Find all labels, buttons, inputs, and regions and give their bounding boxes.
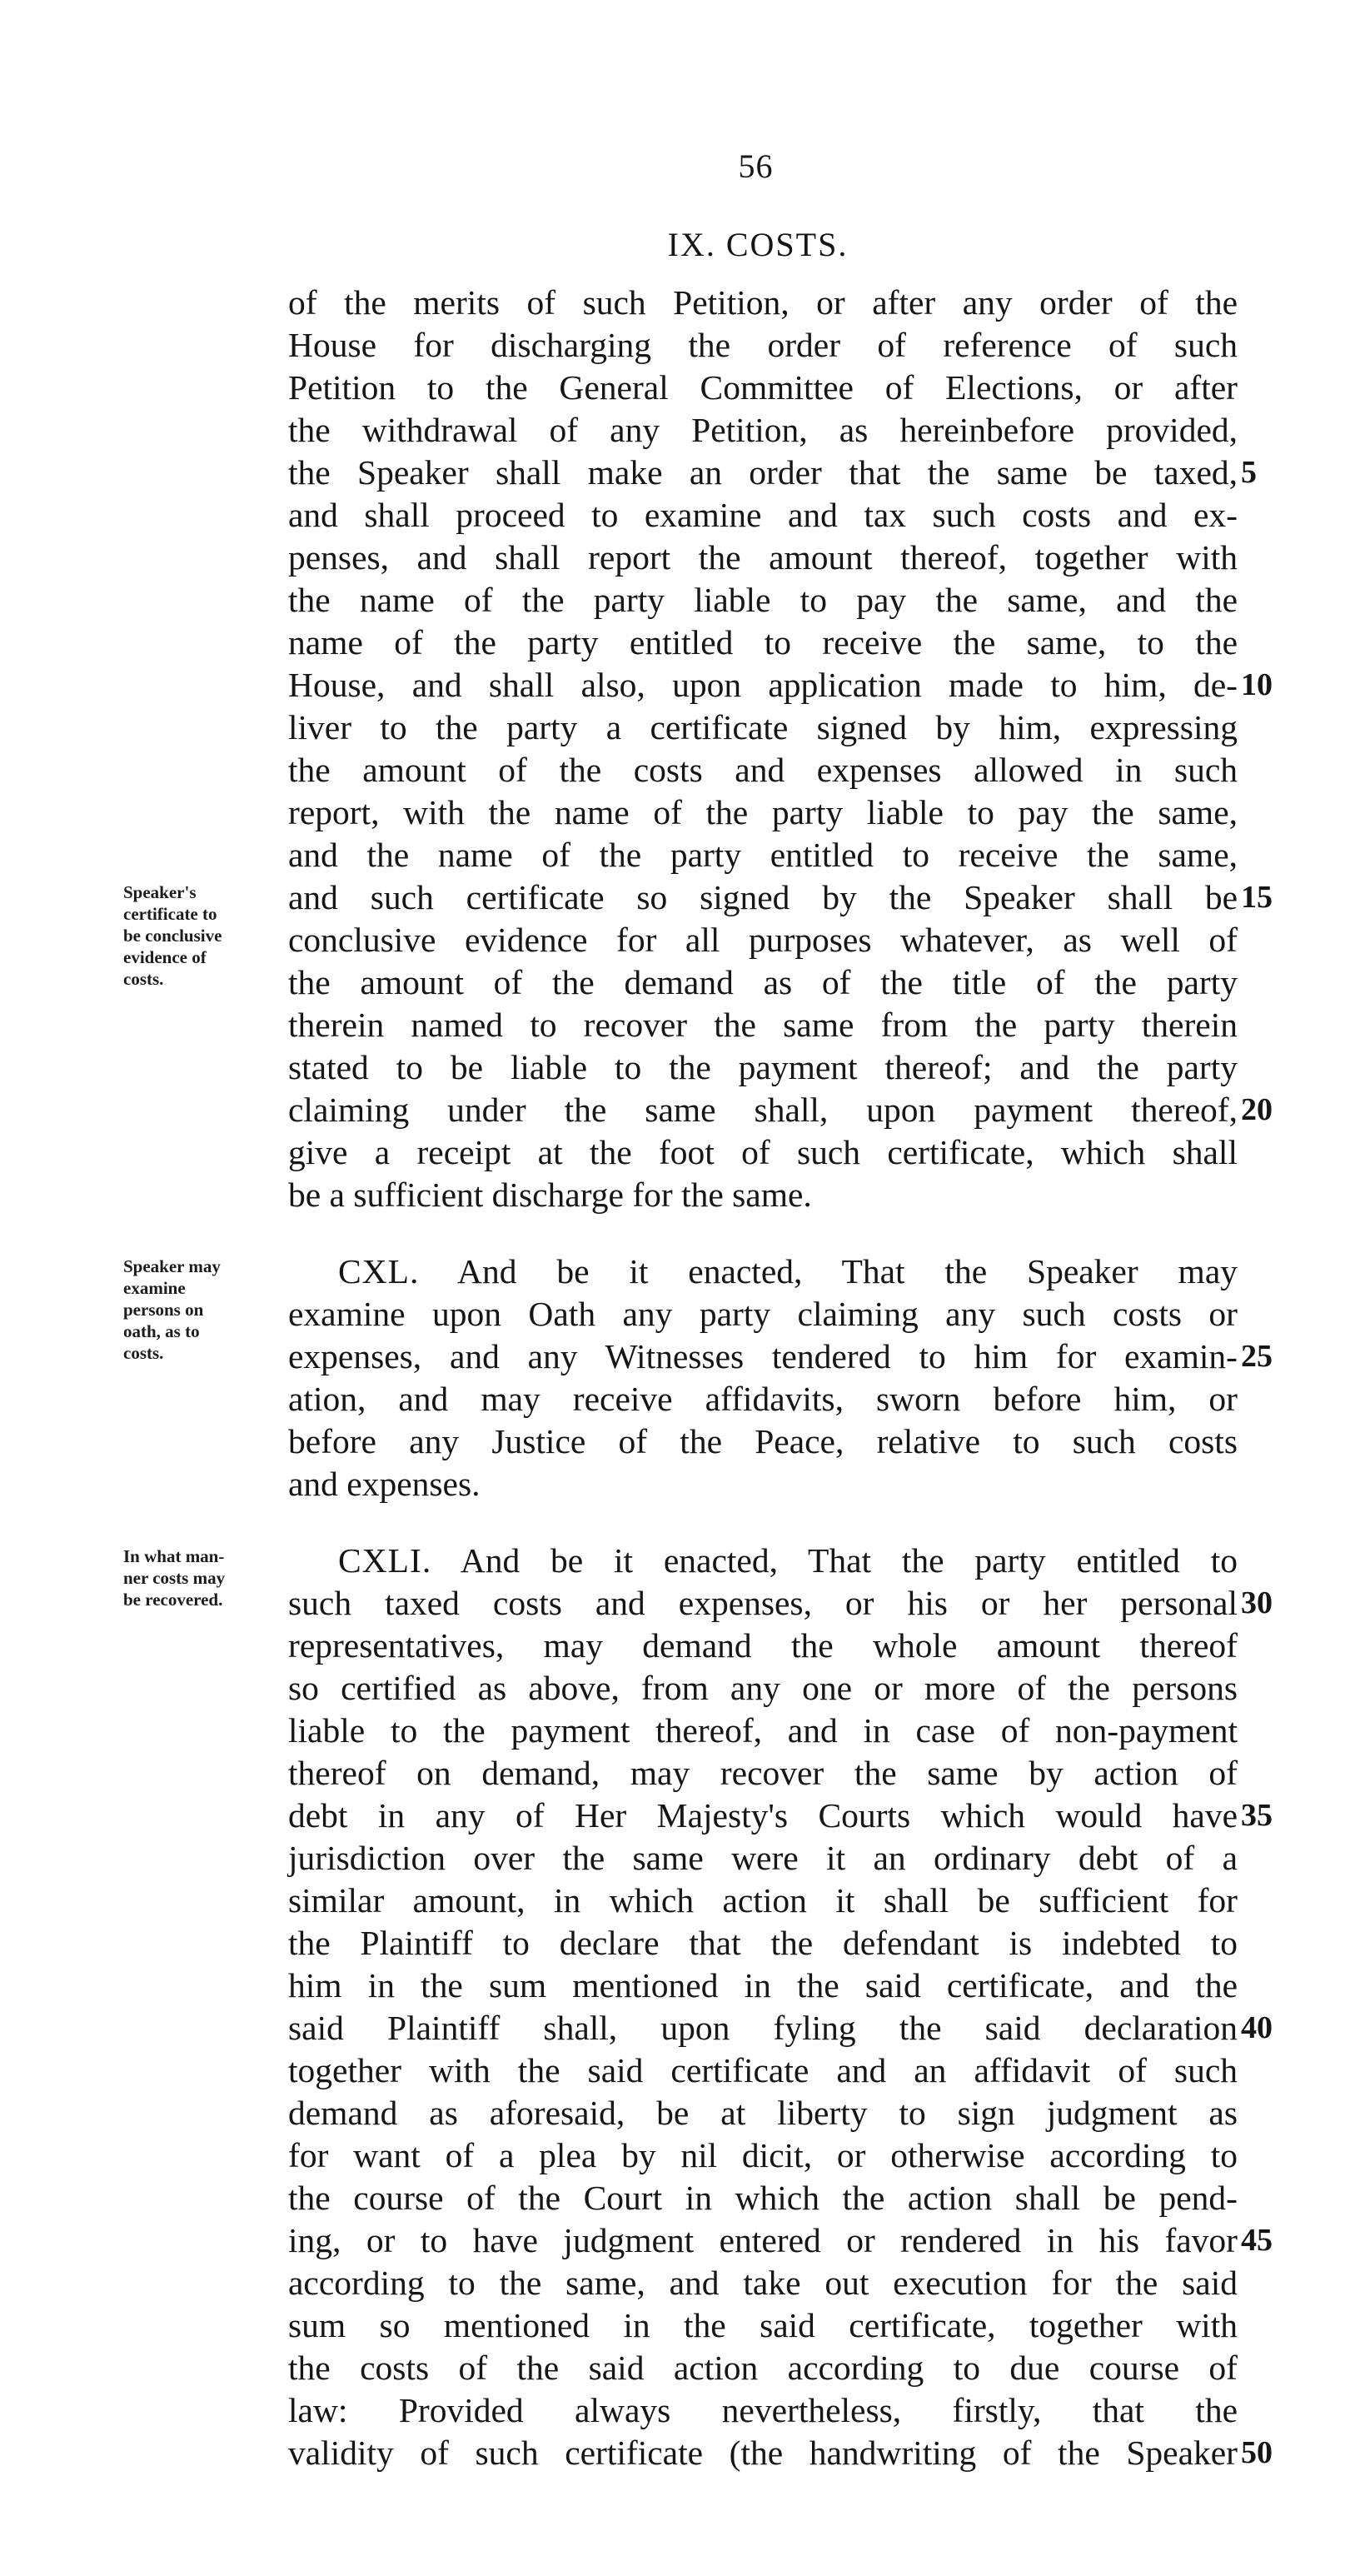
margin-note-line: In what man- xyxy=(123,1546,225,1566)
margin-note-line: persons on xyxy=(123,1300,204,1320)
text-line: expenses, and any Witnesses tendered to him for examin- xyxy=(288,1337,1238,1375)
margin-note-line: Speaker's xyxy=(123,882,197,902)
margin-note-line: ner costs may xyxy=(123,1568,226,1588)
line-number: 10 xyxy=(1241,667,1273,702)
text-line: of the merits of such Petition, or after any order of the xyxy=(288,283,1238,322)
margin-note-line: costs. xyxy=(123,1343,164,1363)
margin-note-costs-recovered xyxy=(123,1545,290,1610)
text-line: according to the same, and take out execution for the said xyxy=(288,2264,1238,2302)
text-line: for want of a plea by nil dicit, or otherwise according to xyxy=(288,2136,1238,2174)
text-line: him in the sum mentioned in the said certificate, and the xyxy=(288,1966,1238,2004)
text-line: before any Justice of the Peace, relative to such costs xyxy=(288,1422,1238,1460)
text-line: give a receipt at the foot of such certificate, which shall xyxy=(288,1133,1238,1171)
page-number: 56 xyxy=(738,147,774,185)
text-line: representatives, may demand the whole amount thereof xyxy=(288,1626,1238,1665)
text-line: House, and shall also, upon application made to him, de- xyxy=(288,666,1238,704)
text-line: penses, and shall report the amount thereof, together with xyxy=(288,538,1238,577)
section-cxli-first-line xyxy=(338,1540,1238,1582)
text-line: so certified as above, from any one or more of the persons xyxy=(288,1669,1238,1707)
line-number: 35 xyxy=(1241,1798,1273,1833)
text-line: such taxed costs and expenses, or his or her personal xyxy=(288,1584,1238,1622)
line-number: 40 xyxy=(1241,2010,1273,2045)
text-line: sum so mentioned in the said certificate, together with xyxy=(288,2306,1238,2344)
text-line: the Plaintiff to declare that the defendant is indebted to xyxy=(288,1924,1238,1962)
line-number: 15 xyxy=(1241,880,1273,915)
text-line: the withdrawal of any Petition, as hereinbefore provided, xyxy=(288,411,1238,449)
text-line: claiming under the same shall, upon payment thereof, xyxy=(288,1091,1238,1129)
text-line: name of the party entitled to receive the same, to the xyxy=(288,623,1238,661)
margin-note-speakers-certificate xyxy=(123,881,290,990)
text-fragment: And be it enacted, That the party entitled to xyxy=(460,1541,1238,1580)
text-line: similar amount, in which action it shall be sufficient for xyxy=(288,1881,1238,1920)
text-line: said Plaintiff shall, upon fyling the said declaration xyxy=(288,2009,1238,2047)
text-line: therein named to recover the same from the party therein xyxy=(288,1006,1238,1044)
text-line: and shall proceed to examine and tax such costs and ex- xyxy=(288,496,1238,534)
text-line: the course of the Court in which the action shall be pend- xyxy=(288,2179,1238,2217)
margin-note-line: costs. xyxy=(123,969,164,989)
line-number: 5 xyxy=(1241,455,1257,490)
text-line: thereof on demand, may recover the same by action of xyxy=(288,1754,1238,1792)
text-line: liver to the party a certificate signed by him, expressing xyxy=(288,708,1238,746)
text-line: examine upon Oath any party claiming any such costs or xyxy=(288,1295,1238,1333)
section-cxl-first-line xyxy=(338,1251,1238,1293)
line-number: 20 xyxy=(1241,1092,1273,1127)
margin-note-line: examine xyxy=(123,1278,186,1298)
section-number: CXL. xyxy=(338,1252,420,1290)
text-line: conclusive evidence for all purposes whatever, as well of xyxy=(288,921,1238,959)
text-line: stated to be liable to the payment thereof; and the party xyxy=(288,1048,1238,1086)
text-line: law: Provided always nevertheless, firstly, that the xyxy=(288,2391,1238,2429)
text-line: the amount of the costs and expenses allowed in such xyxy=(288,751,1238,789)
text-line: the amount of the demand as of the title of the party xyxy=(288,963,1238,1001)
line-number: 45 xyxy=(1241,2223,1273,2258)
text-line: ation, and may receive affidavits, sworn before him, or xyxy=(288,1380,1238,1418)
text-line: report, with the name of the party liable to pay the same, xyxy=(288,793,1238,831)
text-line: and such certificate so signed by the Speaker shall be xyxy=(288,878,1238,916)
text-line: validity of such certificate (the handwriting of the Speaker xyxy=(288,2434,1238,2472)
text-line: debt in any of Her Majesty's Courts which would have xyxy=(288,1796,1238,1835)
text-line: together with the said certificate and an affidavit of such xyxy=(288,2051,1238,2089)
text-fragment: And be it enacted, That the Speaker may xyxy=(456,1252,1238,1290)
text-line: and the name of the party entitled to receive the same, xyxy=(288,836,1238,874)
text-line: liable to the payment thereof, and in case of non-payment xyxy=(288,1711,1238,1750)
margin-note-line: oath, as to xyxy=(123,1321,200,1341)
text-line: the costs of the said action according to due course of xyxy=(288,2349,1238,2387)
text-line: jurisdiction over the same were it an ordinary debt of a xyxy=(288,1839,1238,1877)
text-line: and expenses. xyxy=(288,1465,481,1503)
margin-note-speaker-examine xyxy=(123,1256,290,1364)
margin-note-line: evidence of xyxy=(123,947,207,967)
text-line: demand as aforesaid, be at liberty to sign judgment as xyxy=(288,2094,1238,2132)
line-number: 30 xyxy=(1241,1585,1273,1620)
margin-note-line: be recovered. xyxy=(123,1590,223,1610)
text-line: House for discharging the order of reference of such xyxy=(288,326,1238,364)
text-line: the Speaker shall make an order that the same be taxed, xyxy=(288,453,1238,492)
section-number: CXLI. xyxy=(338,1541,432,1580)
text-line: Petition to the General Committee of Elections, or after xyxy=(288,368,1238,407)
line-number: 25 xyxy=(1241,1339,1273,1374)
text-line: be a sufficient discharge for the same. xyxy=(288,1176,812,1214)
text-line: ing, or to have judgment entered or rendered in his favor xyxy=(288,2221,1238,2259)
margin-note-line: be conclusive xyxy=(123,926,222,946)
margin-note-line: certificate to xyxy=(123,904,217,924)
line-number: 50 xyxy=(1241,2435,1273,2470)
running-head: IX. COSTS. xyxy=(667,226,849,263)
margin-note-line: Speaker may xyxy=(123,1256,221,1276)
text-line: the name of the party liable to pay the same, and the xyxy=(288,581,1238,619)
